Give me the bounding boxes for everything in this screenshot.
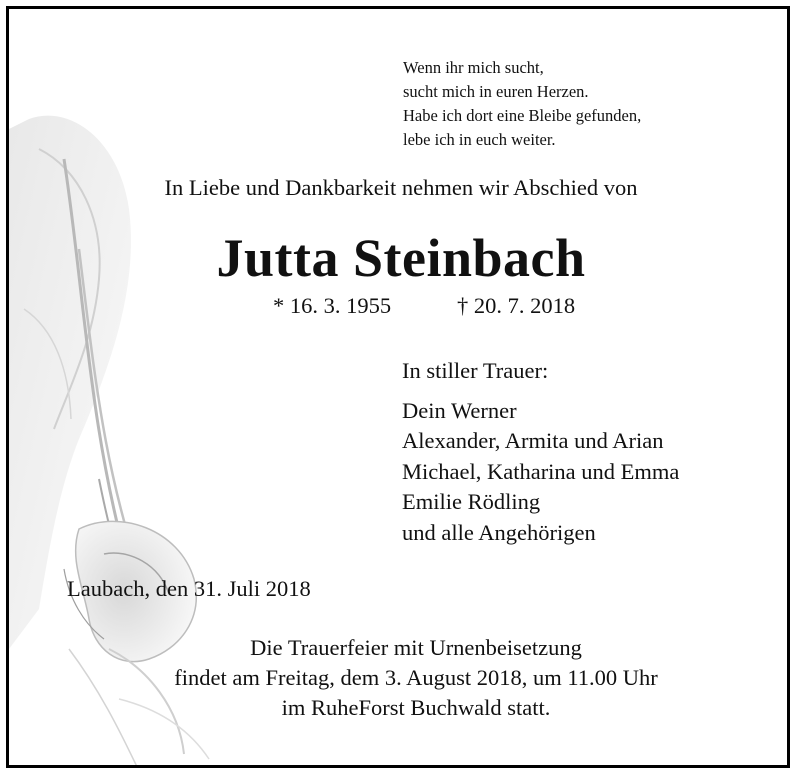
poem — [403, 56, 641, 152]
service-line: findet am Freitag, dem 3. August 2018, um 11.00 Uhr — [174, 665, 658, 690]
death-date: † 20. 7. 2018 — [457, 293, 576, 318]
mourners-heading: In stiller Trauer: — [402, 358, 549, 383]
farewell-intro: In Liebe und Dankbarkeit nehmen wir Abschied von — [164, 175, 638, 200]
deceased-name: Jutta Steinbach — [216, 228, 586, 288]
mourner-name: und alle Angehörigen — [402, 519, 596, 545]
service-notice — [9, 633, 790, 723]
place-and-date: Laubach, den 31. Juli 2018 — [67, 576, 311, 601]
poem-line: lebe ich in euch weiter. — [403, 130, 556, 149]
obituary-frame — [6, 6, 790, 768]
poem-line: sucht mich in euren Herzen. — [403, 82, 589, 101]
mourner-name: Michael, Katharina und Emma — [402, 458, 680, 484]
poem-line: Habe ich dort eine Bleibe gefunden, — [403, 106, 642, 125]
service-line: Die Trauerfeier mit Urnenbeisetzung — [250, 635, 582, 660]
service-line: im RuheForst Buchwald statt. — [281, 695, 551, 720]
mourners-list — [402, 356, 679, 548]
poem-line: Wenn ihr mich sucht, — [403, 58, 544, 77]
mourner-name: Alexander, Armita und Arian — [402, 428, 664, 453]
mourner-name: Dein Werner — [402, 397, 517, 423]
birth-date: * 16. 3. 1955 — [273, 293, 392, 318]
mourner-name: Emilie Rödling — [402, 489, 541, 514]
